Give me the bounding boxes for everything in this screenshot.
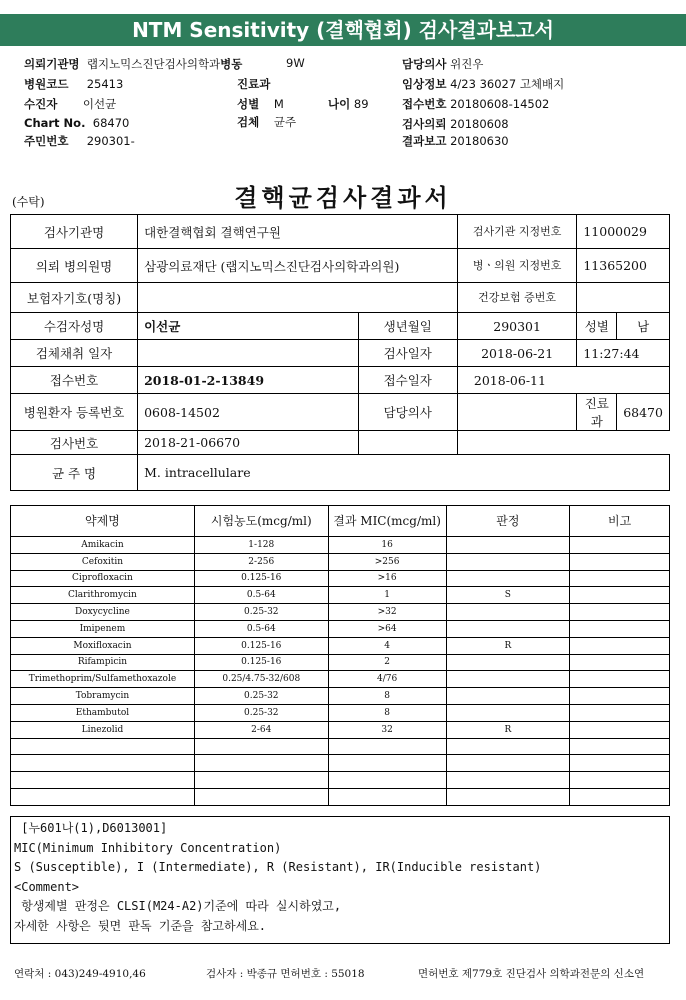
table-row [11,620,670,637]
footer-license: 면허번호 제779호 진단검사 의학과전문의 신소연 [418,968,645,980]
value-test-date: 2018-06-21 [457,340,576,367]
drug-header-cell: 약제명 [11,506,195,537]
table-cell: 0.125-16 [194,654,328,671]
drug-table [10,505,670,806]
header-test-request: 검사의뢰 20180608 [402,117,509,131]
value-name: 이선균 [138,313,358,340]
table-row [11,537,670,554]
table-cell: 0.25-32 [194,704,328,721]
header-hospital-code: 병원코드 25413 [24,77,124,91]
header-clinical: 임상정보 4/23 36027 고체배지 [402,77,565,91]
note-line: S (Susceptible), I (Intermediate), R (Resistant), IR(Inducible resistant) [14,860,542,874]
value-health-no [577,283,670,313]
table-cell: Trimethoprim/Sulfamethoxazole [11,671,195,688]
table-row [11,570,670,587]
table-cell [446,788,570,805]
label-reg-no: 병원환자 등록번호 [11,394,138,431]
label-name: 수검자성명 [11,313,138,340]
table-row [11,604,670,621]
header-patient: 수진자 이선균 [24,97,117,111]
value-receipt-date: 2018-06-11 [457,367,669,394]
value-sex: 남 [617,313,670,340]
table-cell: 1 [328,587,446,604]
value-reg-no: 0608-14502 [138,394,358,431]
table-cell [570,654,670,671]
table-row [11,654,670,671]
table-row [11,721,670,738]
table-cell: Clarithromycin [11,587,195,604]
value-insurance [138,283,458,313]
table-cell [446,553,570,570]
table-cell: 0.25-32 [194,688,328,705]
header-result-report: 결과보고 20180630 [402,134,509,148]
label-collect: 검체채취 일자 [11,340,138,367]
label-health-no: 건강보험 증번호 [457,283,576,313]
table-cell [194,788,328,805]
table-cell: Linezolid [11,721,195,738]
label-birth: 생년월일 [358,313,457,340]
table-cell: 16 [328,537,446,554]
value-doctor [457,394,576,431]
label-test-org: 검사기관명 [11,215,138,249]
note-line: 자세한 사항은 뒷면 판독 기준을 참고하세요. [14,918,267,933]
table-cell: >64 [328,620,446,637]
table-cell: 2 [328,654,446,671]
drug-header-cell: 결과 MIC(mcg/ml) [328,506,446,537]
value-receipt-no: 2018-01-2-13849 [138,367,358,394]
table-cell [446,537,570,554]
table-cell: >256 [328,553,446,570]
value-strain: M. intracellulare [138,455,670,491]
empty-cell [457,431,669,455]
header-request-org: 의뢰기관명 랩지노믹스진단검사의학과병동 [24,57,243,71]
table-cell: Cefoxitin [11,553,195,570]
table-row [11,637,670,654]
header-chart: Chart No. 68470 [24,116,130,130]
table-row [11,671,670,688]
table-cell: >32 [328,604,446,621]
note-line: MIC(Minimum Inhibitory Concentration) [14,840,282,855]
footer-contact: 연락처 : 043)249-4910,46 [14,968,146,980]
header-rrn: 주민번호 290301- [24,134,135,148]
table-cell: Moxifloxacin [11,637,195,654]
table-cell: 32 [328,721,446,738]
label-receipt-date: 접수일자 [358,367,457,394]
table-cell [194,772,328,789]
table-cell: 1-128 [194,537,328,554]
table-cell [570,620,670,637]
table-cell [446,704,570,721]
table-cell: 0.25-32 [194,604,328,621]
table-cell: 0.5-64 [194,587,328,604]
empty-cell [358,431,457,455]
table-cell [11,772,195,789]
label-hosp-no: 병ㆍ의원 지정번호 [457,249,576,283]
value-req-hosp: 삼광의료재단 (랩지노믹스진단검사의학과의원) [138,249,458,283]
table-cell [194,738,328,755]
drug-table-header [11,506,670,537]
table-cell [446,654,570,671]
table-cell: 4 [328,637,446,654]
value-test-time: 11:27:44 [577,340,670,367]
table-row [11,755,670,772]
table-cell [446,570,570,587]
table-cell: Ciprofloxacin [11,570,195,587]
table-cell: Doxycycline [11,604,195,621]
table-cell [570,553,670,570]
note-line: [누601나(1),D6013001] [14,821,168,835]
table-cell [570,587,670,604]
table-cell [570,671,670,688]
table-cell [11,755,195,772]
table-cell: 0.125-16 [194,570,328,587]
label-test-org-no: 검사기관 지정번호 [457,215,576,249]
value-test-no: 2018-21-06670 [138,431,358,455]
table-cell [570,788,670,805]
table-cell: Tobramycin [11,688,195,705]
table-cell [446,755,570,772]
table-cell [570,721,670,738]
label-receipt-no: 접수번호 [11,367,138,394]
table-cell: Rifampicin [11,654,195,671]
table-cell: 4/76 [328,671,446,688]
table-cell: 0.5-64 [194,620,328,637]
label-test-no: 검사번호 [11,431,138,455]
label-strain: 균 주 명 [11,455,138,491]
value-collect [138,340,358,367]
table-row [11,587,670,604]
table-cell [11,788,195,805]
header-dept: 진료과 [237,77,271,91]
value-birth: 290301 [457,313,576,340]
table-row [11,704,670,721]
note-line: <Comment> [14,879,80,894]
table-cell [446,620,570,637]
table-row [11,788,670,805]
doc-title: 결핵균검사결과서 [234,183,452,212]
notes-box [10,816,670,944]
table-cell [570,704,670,721]
table-cell [570,755,670,772]
table-cell [446,738,570,755]
table-cell: Ethambutol [11,704,195,721]
value-hosp-no: 11365200 [577,249,670,283]
table-cell [446,671,570,688]
label-doctor: 담당의사 [358,394,457,431]
table-cell: 2-256 [194,553,328,570]
drug-header-cell: 시험농도(mcg/ml) [194,506,328,537]
header-ward: 9W [286,56,305,70]
table-cell: >16 [328,570,446,587]
table-cell [570,604,670,621]
table-cell [446,772,570,789]
value-test-org: 대한결핵협회 결핵연구원 [138,215,458,249]
table-row [11,772,670,789]
table-cell: 8 [328,704,446,721]
table-row [11,738,670,755]
table-cell [446,604,570,621]
drug-header-cell: 비고 [570,506,670,537]
header-doctor: 담당의사 위진우 [402,57,484,71]
table-cell: 2-64 [194,721,328,738]
table-cell [328,738,446,755]
table-cell: R [446,721,570,738]
table-cell [570,688,670,705]
table-cell: 0.25/4.75-32/608 [194,671,328,688]
table-cell [570,637,670,654]
table-cell [194,755,328,772]
label-insurance: 보험자기호(명칭) [11,283,138,313]
label-dept: 진료과 [577,394,617,431]
table-cell: S [446,587,570,604]
doc-tag: (수탁) [12,195,45,209]
footer-tester: 검사자 : 박종규 면허번호 : 55018 [206,968,365,980]
label-req-hosp: 의뢰 병의원명 [11,249,138,283]
table-cell: 8 [328,688,446,705]
value-test-org-no: 11000029 [577,215,670,249]
table-cell: Imipenem [11,620,195,637]
header-age: 나이 89 [328,97,369,111]
table-cell [446,688,570,705]
table-cell [328,772,446,789]
table-cell: Amikacin [11,537,195,554]
table-cell [328,755,446,772]
label-sex: 성별 [577,313,617,340]
header-sex: 성별 M [237,97,284,111]
table-cell: 0.125-16 [194,637,328,654]
table-cell: R [446,637,570,654]
table-row [11,553,670,570]
table-cell [570,772,670,789]
drug-header-cell: 판정 [446,506,570,537]
label-test-date: 검사일자 [358,340,457,367]
header-receipt: 접수번호 20180608-14502 [402,97,550,111]
table-row [11,688,670,705]
value-dept: 68470 [617,394,670,431]
table-cell [570,570,670,587]
note-line: 항생제별 판정은 CLSI(M24-A2)기준에 따라 실시하였고, [14,899,342,913]
table-cell [11,738,195,755]
table-cell [570,537,670,554]
info-table [10,214,670,491]
table-cell [570,738,670,755]
table-cell [328,788,446,805]
header-specimen: 검체 균주 [237,115,297,129]
report-banner: NTM Sensitivity (결핵협회) 검사결과보고서 [0,14,686,46]
